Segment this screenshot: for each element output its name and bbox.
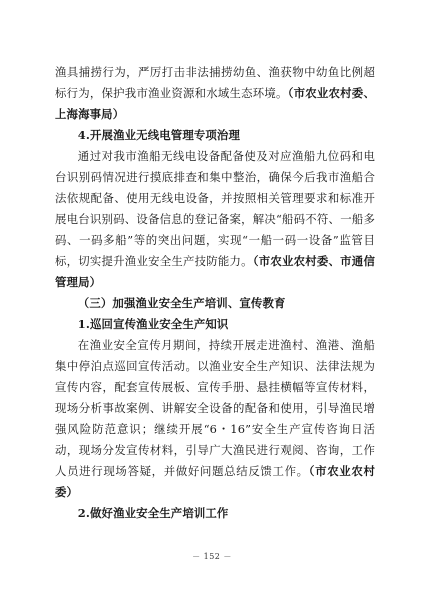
heading-training-education: （三）加强渔业安全生产培训、宣传教育: [77, 296, 286, 310]
heading-radio-management: 4.开展渔业无线电管理专项治理: [77, 128, 241, 142]
heading-touring-publicity: 1.巡回宣传渔业安全生产知识: [77, 317, 229, 331]
responsible-agency-note: （市农业农村委、上海海事局）: [55, 86, 375, 121]
paragraph-fishing-gear: [55, 62, 375, 125]
paragraph-radio-management: [55, 146, 375, 293]
heading-safety-training: 2.做好渔业安全生产培训工作: [77, 506, 229, 520]
document-body: [55, 62, 375, 524]
paragraph-touring-publicity: [55, 335, 375, 503]
paragraph-text: 渔具捕捞行为，严厉打击非法捕捞幼鱼、渔获物中幼鱼比例超标行为，保护我市渔业资源和水域生态环境。: [55, 65, 375, 100]
responsible-agency-note: （市农业农村委）: [55, 464, 376, 499]
paragraph-text: 通过对我市渔船无线电设备配备使及对应渔船九位码和电台识别码情况进行摸底排查和集中整治，确保今后我市渔船合法依规配备、使用无线电设备，并按照相关管理要求和标准开展电台识别码、设备信息的登记备案，解决“船码不符、一船多码、一码多船”等的突出问题，实现“一船一码一设备”监管目标，切实提升渔业安全生产技防能力。: [55, 149, 375, 268]
responsible-agency-note: （市农业农村委、市通信管理局）: [55, 254, 375, 289]
paragraph-text: 在渔业安全宣传月期间，持续开展走进渔村、渔港、渔船集中停泊点巡回宣传活动。以渔业安全生产知识、法律法规为宣传内容，配套宣传展板、宣传手册、悬挂横幅等宣传材料，现场分析事故案例、讲解安全设备的配备和使用，引导渔民增强风险防范意识；继续开展“6・16”安全生产宣传咨询日活动，现场分发宣传材料，引导广大渔民进行观阅、咨询，工作人员进行现场答疑，并做好问题总结反馈工作。: [55, 338, 375, 478]
page-number: － 152 －: [192, 552, 232, 561]
